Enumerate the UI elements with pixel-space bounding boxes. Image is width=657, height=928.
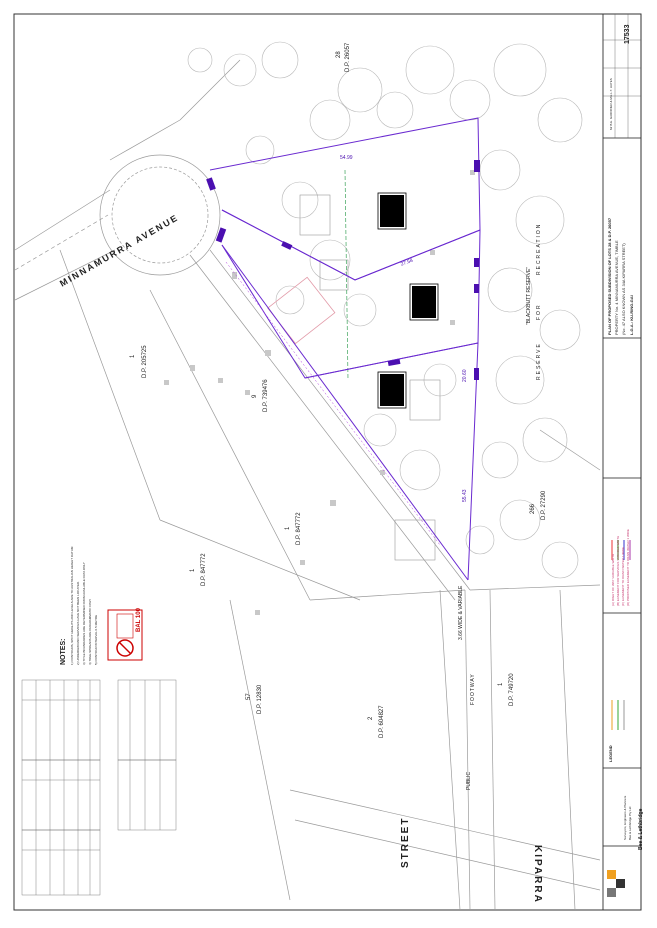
parcel-266-dp: D.P. 27290 [541,490,547,520]
reserve-word-2: FOR [536,303,542,320]
legend-easement-d: (D) PROPOSED EASEMENT TO DRAIN WATER 1 WIDE [626,529,630,606]
street-name-minnamurra: MINNAMURRA AVENUE [58,212,181,289]
reserve-word-1: RESERVE [536,342,542,380]
footway-note: 3.66 WIDE & VARIABLE [458,585,464,640]
parcel-1c-dp: D.P. 847772 [201,553,207,586]
note-line-4: 4) TREE SPREADS ARE DIAGRAMMATIC ONLY [88,598,92,665]
street-name-street: STREET [400,816,411,868]
parcel-1a-lot: 1 [130,354,136,358]
parcel-1c-lot: 1 [190,568,196,572]
plan-title: PLAN OF PROPOSED SUBDIVISION OF LOTS 28 & D.P. 26057 [607,217,612,335]
parcel-9-dp: D.P. 739476 [263,379,269,412]
legend-easement-a: (A) RIGHT OF WAY VARIABLE WIDTH [611,553,615,606]
note-line-1: 1) CONTOURS, SPOT HEIGHTS AND LEVELS ARE TO AUSTRALIAN HEIGHT DATUM [70,546,74,665]
footway-label: FOOTWAY [470,673,476,705]
parcel-2-lot: 2 [368,716,374,720]
public-label: PUBLIC [466,771,472,790]
bal-badge-label: BAL 100 [136,608,142,632]
parcel-1b-dp: D.P. 847772 [296,512,302,545]
parcel-1b-lot: 1 [285,526,291,530]
parcel-266-lot: 266 [530,503,536,514]
legend-easement-c: (C) EASEMENT TO DRAIN WATER 1 WIDE [621,546,625,606]
job-number: 17533 [624,24,631,44]
parcel-9-lot: 9 [252,394,258,398]
dimension-3: 55.43 [462,489,468,502]
note-line-3: 3) TITLE BOUNDARIES ARE DETERMINED FROM AVAILABLE DATA ONLY [82,562,86,665]
company-line-1: Bee & Lethbridge Pty Ltd [628,806,632,840]
parcel-28-dp: D.P. 26057 [345,42,351,72]
reserve-name: "BLACKBUTT RESERVE" [526,266,532,325]
parcel-28-lot: 28 [336,51,342,58]
property-aka: (No. 47 ALSO KNOWN AS 34A KIPARRA STREET) [621,243,626,335]
parcel-57-dp: D.P. 12830 [257,684,263,714]
client-name: Mr B.E. GARDINER & Mrs L.T. HAYES [609,78,613,130]
parcel-1d-lot: 1 [498,682,504,686]
legend-title: LEGEND [608,745,613,762]
dimension-2: 27.58 [400,257,414,268]
note-line-2: 2) UNDERGROUND SERVICES HAVE NOT BEEN LOCATED. [76,581,80,665]
lga-line: L.G.A.: KU-RING-GAI [629,295,634,335]
parcel-57-lot: 57 [246,693,252,700]
notes-heading: NOTES: [60,638,67,665]
parcel-1d-dp: D.P. 749720 [509,673,515,706]
property-line: PROPERTY No. 4 MINNAMURRA AVENUE, TIMBLE [614,240,619,335]
company-line-2: Surveyors, Engineers & Planners [623,795,627,840]
street-name-kiparra: KIPARRA [532,845,543,904]
parcel-2-dp: D.P. 604827 [379,705,385,738]
note-line-5: 5) CONTOUR INTERVAL 0.5 METRE [94,614,98,665]
legend-easement-b: (B) EASEMENT FOR SERVICES VARIABLE WIDTH [616,535,620,606]
parcel-1a-dp: D.P. 205725 [142,345,148,378]
reserve-word-3: RECREATION [536,222,542,275]
dimension-4: 20.60 [462,369,468,382]
dimension-1: 54.99 [340,155,353,161]
company-name: Bee & Lethbridge [638,808,644,850]
